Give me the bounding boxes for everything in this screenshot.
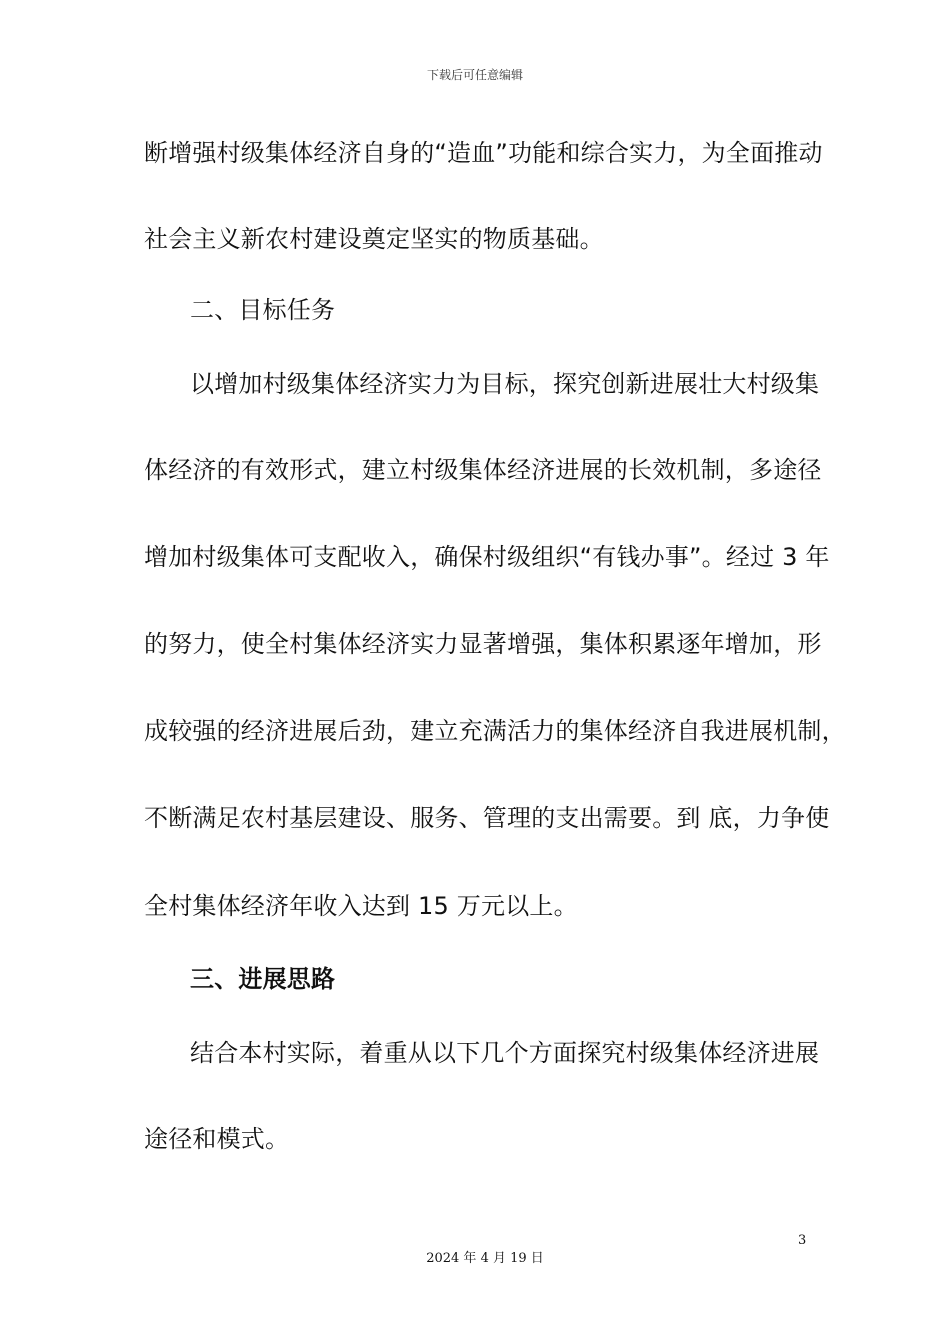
page-number: 3	[798, 1233, 807, 1248]
body-line-4: 体经济的有效形式，建立村级集体经济进展的长效机制，多途径	[144, 456, 822, 484]
body-line-7: 成较强的经济进展后劲，建立充满活力的集体经济自我进展机制，	[144, 717, 846, 745]
body-line-11: 途径和模式。	[144, 1125, 290, 1153]
body-line-10: 结合本村实际，着重从以下几个方面探究村级集体经济进展	[190, 1039, 820, 1067]
body-line-1: 断增强村级集体经济自身的“造血”功能和综合实力，为全面推动	[144, 139, 823, 167]
section-heading-approach: 三、进展思路	[190, 965, 336, 993]
body-line-6: 的努力，使全村集体经济实力显著增强，集体积累逐年增加，形	[144, 630, 822, 658]
body-line-9: 全村集体经济年收入达到 15 万元以上。	[144, 892, 578, 920]
footer-date: 2024 年 4 月 19 日	[426, 1251, 544, 1266]
body-line-5: 增加村级集体可支配收入，确保村级组织“有钱办事”。经过 3 年	[144, 543, 830, 571]
body-line-2: 社会主义新农村建设奠定坚实的物质基础。	[144, 225, 604, 253]
section-heading-goals: 二、目标任务	[190, 296, 336, 324]
body-line-3: 以增加村级集体经济实力为目标，探究创新进展壮大村级集	[190, 370, 820, 398]
page-header: 下载后可任意编辑	[426, 68, 523, 82]
body-line-8: 不断满足农村基层建设、服务、管理的支出需要。到 底，力争使	[144, 804, 830, 832]
